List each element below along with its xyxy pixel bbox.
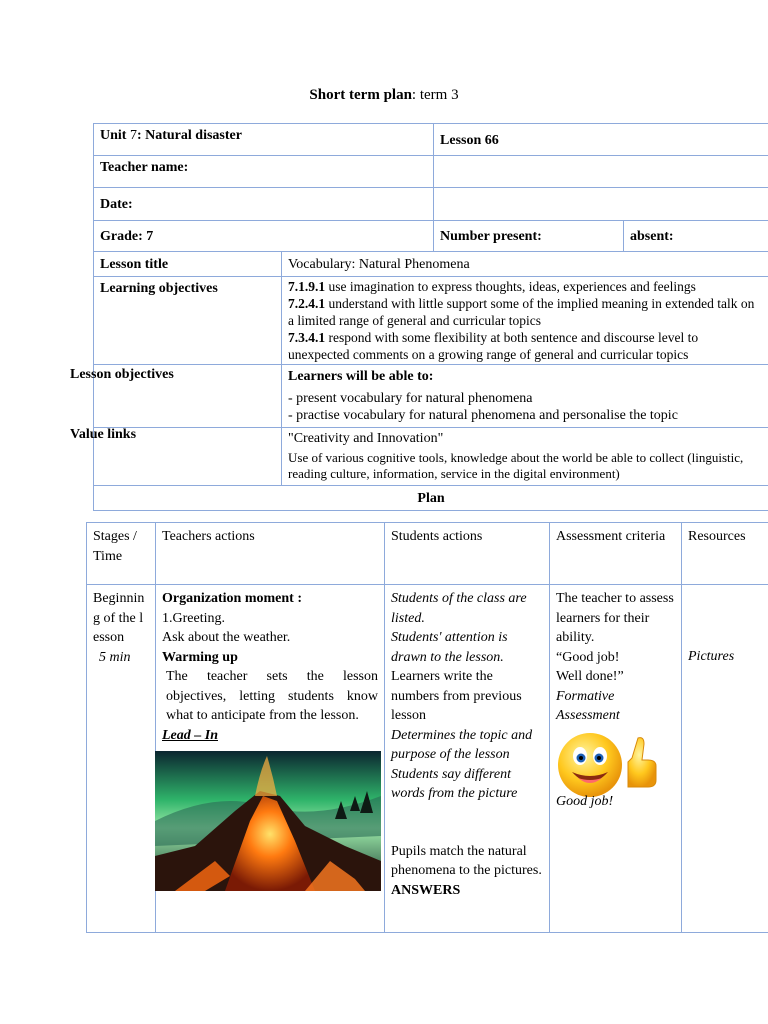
teacher-name-label: Teacher name: xyxy=(94,156,434,188)
plan-table xyxy=(86,522,768,933)
stage-cell: Beginning of the lesson 5 min xyxy=(87,585,156,933)
resources: Pictures xyxy=(682,585,768,933)
teacher-name-value xyxy=(434,156,768,188)
teacher-actions: Organization moment : 1.Greeting. Ask about the weather. Warming up The teacher sets the lesson objectives, letting students know what to anticipate from the lesson. Lead – In xyxy=(156,585,385,933)
thumbs-up-smiley-icon xyxy=(556,732,626,792)
lesson-objectives-label: Lesson objectives xyxy=(70,367,174,382)
grade-cell: Grade: 7 xyxy=(94,221,434,252)
lesson-title-value: Vocabulary: Natural Phenomena xyxy=(282,252,768,277)
value-links-label: Value links xyxy=(70,427,137,442)
value-links: "Creativity and Innovation" Use of various cognitive tools, knowledge about the world be able to collect (linguistic, reading culture, information, service in the digital environment) xyxy=(282,428,768,486)
assessment-criteria: The teacher to assess learners for their ability. “Good job! Well done!” Formative Assessment Good job! xyxy=(550,585,682,933)
header-stages: Stages / Time xyxy=(87,523,156,585)
absent: absent: xyxy=(624,221,768,252)
date-value xyxy=(434,188,768,221)
header-students: Students actions xyxy=(385,523,550,585)
header-assessment: Assessment criteria xyxy=(550,523,682,585)
page-title: Short term plan: term 3 xyxy=(309,87,459,103)
plan-heading: Plan xyxy=(94,486,768,511)
learning-objectives: 7.1.9.1 use imagination to express thoughts, ideas, experiences and feelings 7.2.4.1 understand with little support some of the implied meaning in extended talk on a limited range of general and curricular topics 7.3.4.1 respond with some flexibility at both sentence and discourse level to unexpected comments on a growing range of general and curricular topics xyxy=(282,277,768,365)
header-teachers: Teachers actions xyxy=(156,523,385,585)
lesson-header-table xyxy=(93,123,768,511)
lesson-number: Lesson 66 xyxy=(434,124,768,156)
learning-objectives-label: Learning objectives xyxy=(94,277,282,365)
lesson-objectives: Learners will be able to: - present vocabulary for natural phenomena - practise vocabulary for natural phenomena and personalise the topic xyxy=(282,365,768,428)
volcano-aurora-image xyxy=(155,751,381,891)
unit-cell: Unit 7: Natural disaster xyxy=(94,124,434,156)
lesson-title-label: Lesson title xyxy=(94,252,282,277)
header-resources: Resources xyxy=(682,523,768,585)
number-present: Number present: xyxy=(434,221,624,252)
date-label: Date: xyxy=(94,188,434,221)
students-actions: Students of the class are listed. Students' attention is drawn to the lesson. Learners write the numbers from previous lesson Determines the topic and purpose of the lesson Students say different words from the picture Pupils match the natural phenomena to the pictures. ANSWERS xyxy=(385,585,550,933)
